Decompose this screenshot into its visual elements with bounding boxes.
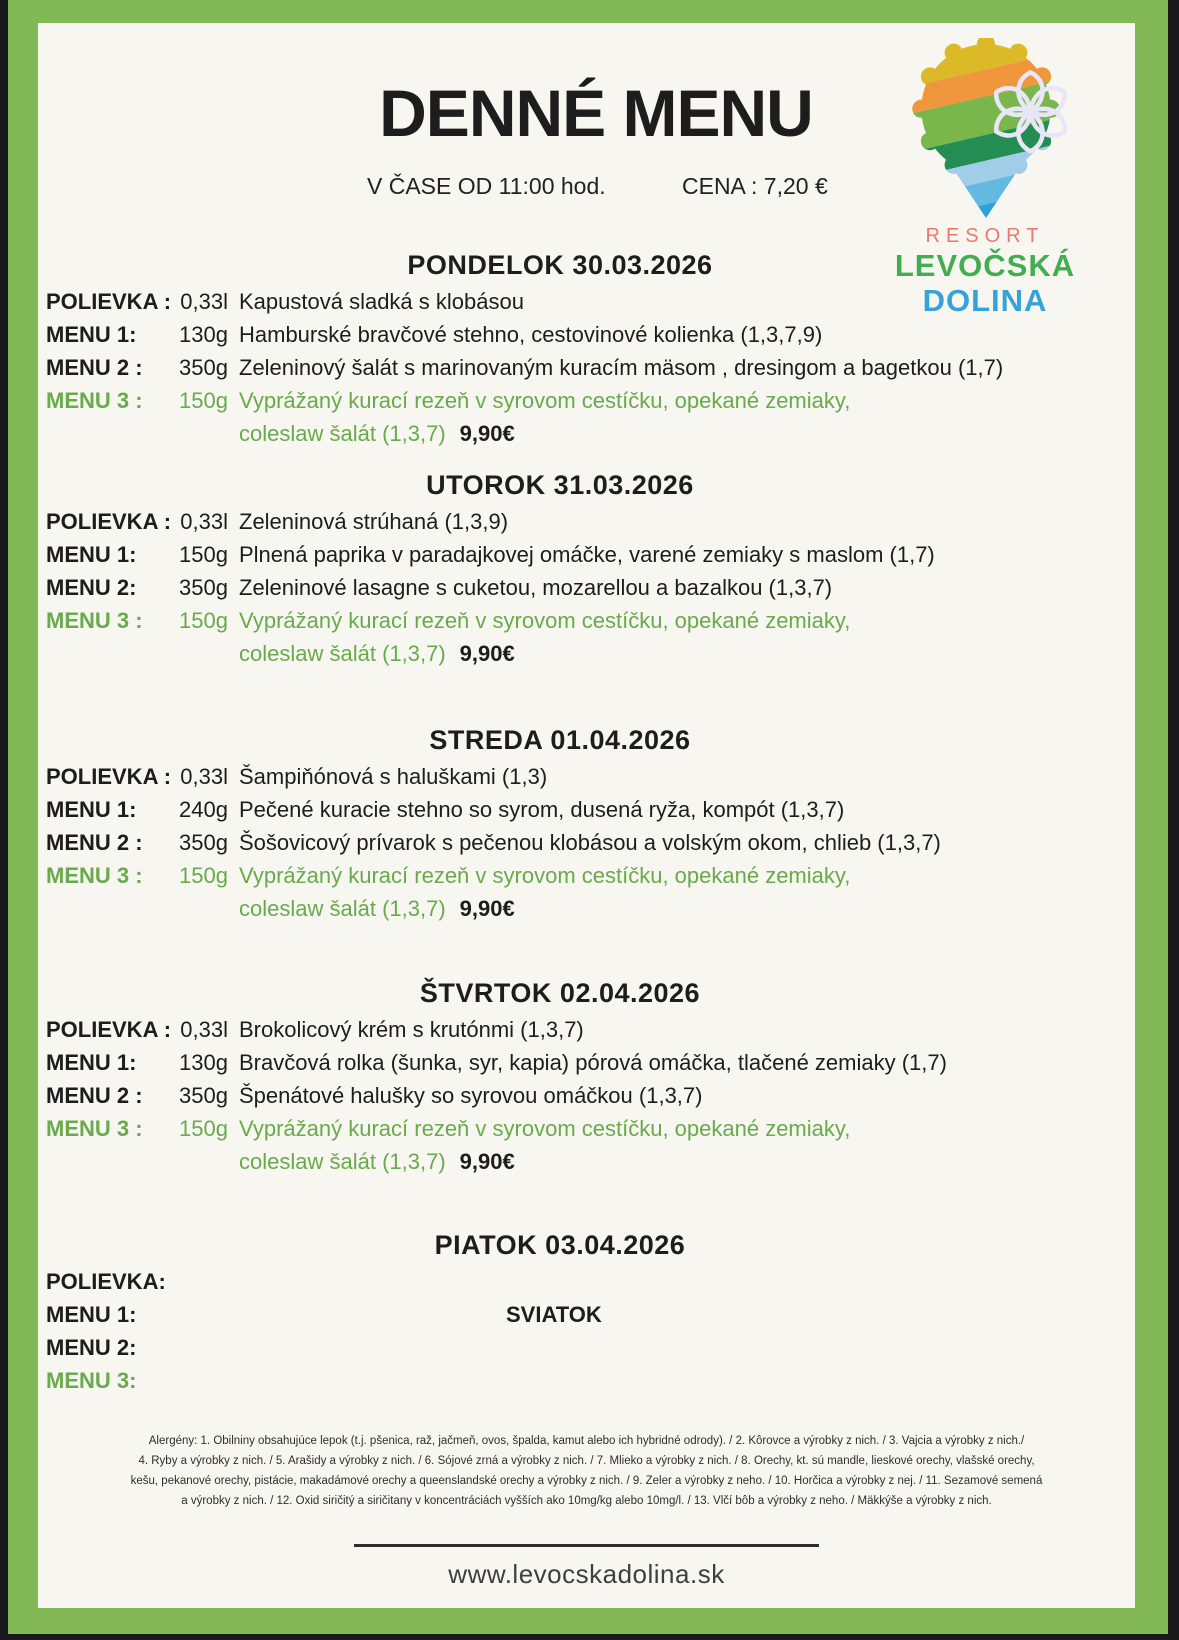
menu-row-label xyxy=(46,417,164,450)
day-rows xyxy=(38,285,1135,450)
menu-row-label: POLIEVKA : xyxy=(46,289,172,314)
menu-row xyxy=(46,1013,1135,1046)
menu-row-label: MENU 2 : xyxy=(46,1083,143,1108)
website-url: www.levocskadolina.sk xyxy=(448,1559,725,1589)
menu-row-qty xyxy=(164,637,228,670)
day-rows xyxy=(38,760,1135,925)
menu-row-qty: 0,33l xyxy=(180,509,228,534)
menu-row-qty xyxy=(164,1298,228,1331)
menu-row-dish: Vyprážaný kurací rezeň v syrovom cestíčku, opekané zemiaky, xyxy=(239,1116,851,1141)
menu-row-label: MENU 1: xyxy=(46,542,137,567)
menu-row-label: POLIEVKA : xyxy=(46,764,172,789)
menu-row-label: POLIEVKA : xyxy=(46,1017,172,1042)
menu-row-dish-text: coleslaw šalát (1,3,7) xyxy=(239,1149,446,1174)
logo-text-levocska: LEVOČSKÁ xyxy=(894,248,1076,283)
page-title: DENNÉ MENU xyxy=(379,76,813,150)
day-section xyxy=(38,978,1135,1178)
menu-row-qty xyxy=(164,1145,228,1178)
menu-row-qty xyxy=(164,1265,228,1298)
menu-row-dish xyxy=(239,417,515,450)
menu-row-qty: 350g xyxy=(179,575,228,600)
menu3-price: 9,90€ xyxy=(459,896,515,921)
day-rows xyxy=(38,1265,1135,1397)
menu-row-dish: Vyprážaný kurací rezeň v syrovom cestíčku, opekané zemiaky, xyxy=(239,608,851,633)
serving-time: V ČASE OD 11:00 hod. xyxy=(367,173,606,199)
menu-row-qty: 150g xyxy=(179,1116,228,1141)
menu-row-label: MENU 1: xyxy=(46,1302,137,1327)
allergen-line: kešu, pekanové orechy, pistácie, makadámové orechy a queenslandské orechy a výrobky z nich. / 9. Zeler a výrobky z neho. / 10. Horčica a výrobky z nej. / 11. Sezamové semená xyxy=(130,1475,1043,1487)
menu-row-label: MENU 2 : xyxy=(46,830,143,855)
menu-row-dish: Hamburské bravčové stehno, cestovinové kolienka (1,3,7,9) xyxy=(239,322,823,347)
day-rows xyxy=(38,1013,1135,1178)
menu-row xyxy=(46,1046,1135,1079)
day-section xyxy=(38,1230,1135,1397)
menu-row xyxy=(46,1112,1135,1145)
menu-row-label xyxy=(46,637,164,670)
day-section xyxy=(38,470,1135,670)
menu-row-label: MENU 3 : xyxy=(46,863,143,888)
menu-row-qty: 130g xyxy=(179,1050,228,1075)
allergen-line: a výrobky z nich. / 12. Oxid siričitý a siričitany v koncentráciách vyšších ako 10mg/kg alebo 10mg/l. / 13. Vlčí bôb a výrobky z neho. / Mäkkýše a výrobky z nich. xyxy=(181,1495,992,1507)
menu-row-qty: 350g xyxy=(179,1083,228,1108)
day-title: PONDELOK 30.03.2026 xyxy=(407,250,713,280)
menu-row-dish xyxy=(239,637,515,670)
menu-row-qty xyxy=(164,1364,228,1397)
menu-row-label: MENU 1: xyxy=(46,797,137,822)
menu-row-label xyxy=(46,892,164,925)
menu-row-dish: Šampiňónová s haluškami (1,3) xyxy=(239,764,548,789)
menu-row-dish-text: coleslaw šalát (1,3,7) xyxy=(239,896,446,921)
menu-row-dish xyxy=(239,892,515,925)
menu-row-dish: Vyprážaný kurací rezeň v syrovom cestíčku, opekané zemiaky, xyxy=(239,863,851,888)
menu-row-qty: 150g xyxy=(179,542,228,567)
day-title: PIATOK 03.04.2026 xyxy=(434,1230,686,1260)
menu-row xyxy=(46,1079,1135,1112)
menu-row-dish: Zeleninové lasagne s cuketou, mozarellou a bazalkou (1,3,7) xyxy=(239,575,833,600)
menu-row-qty xyxy=(164,1331,228,1364)
menu-row-dish-text: coleslaw šalát (1,3,7) xyxy=(239,421,446,446)
menu-row xyxy=(46,318,1135,351)
menu-row-qty xyxy=(164,417,228,450)
menu-row-label: POLIEVKA : xyxy=(46,509,172,534)
menu-row-qty: 0,33l xyxy=(180,764,228,789)
menu-row xyxy=(46,538,1135,571)
day-title: UTOROK 31.03.2026 xyxy=(426,470,694,500)
menu-row-dish: Bravčová rolka (šunka, syr, kapia) pórová omáčka, tlačené zemiaky (1,7) xyxy=(239,1050,947,1075)
menu-row-qty: 0,33l xyxy=(180,289,228,314)
menu-row xyxy=(46,1265,1135,1298)
menu-row-label: MENU 3: xyxy=(46,1368,137,1393)
menu-row-dish: Brokolicový krém s krutónmi (1,3,7) xyxy=(239,1017,584,1042)
menu-row-dish-text: coleslaw šalát (1,3,7) xyxy=(239,641,446,666)
menu-row-qty: 350g xyxy=(179,830,228,855)
menu-row-qty: 240g xyxy=(179,797,228,822)
menu-row-label: MENU 2: xyxy=(46,1335,137,1360)
day-title: STREDA 01.04.2026 xyxy=(429,725,691,755)
menu-page xyxy=(38,23,1135,1608)
menu-row xyxy=(46,384,1135,417)
menu-row xyxy=(46,285,1135,318)
menu-row-label: MENU 1: xyxy=(46,1050,137,1075)
holiday-note: SVIATOK xyxy=(506,1302,602,1327)
menu-row-dish: Pečené kuracie stehno so syrom, dusená ryža, kompót (1,3,7) xyxy=(239,797,845,822)
menu-row xyxy=(46,1298,1135,1331)
green-frame xyxy=(8,0,1168,1634)
menu-row-qty xyxy=(164,892,228,925)
menu-row-dish: Plnená paprika v paradajkovej omáčke, varené zemiaky s maslom (1,7) xyxy=(239,542,935,567)
menu-row xyxy=(46,604,1135,637)
menu-row-dish: Zeleninová strúhaná (1,3,9) xyxy=(239,509,509,534)
menu-row xyxy=(46,351,1135,384)
menu-row-dish: Šošovicový prívarok s pečenou klobásou a volským okom, chlieb (1,3,7) xyxy=(239,830,941,855)
menu-row-qty: 150g xyxy=(179,863,228,888)
menu-row-qty: 150g xyxy=(179,388,228,413)
menu-row-label: MENU 3 : xyxy=(46,1116,143,1141)
menu3-price: 9,90€ xyxy=(459,1149,515,1174)
allergen-line: Alergény: 1. Obilniny obsahujúce lepok (t.j. pšenica, raž, jačmeň, ovos, špalda, kamut alebo ich hybridné odrody). / 2. Kôrovce a výrobky z nich. / 3. Vajcia a výrobky z nich./ xyxy=(148,1435,1025,1447)
menu-row xyxy=(46,793,1135,826)
day-title: ŠTVRTOK 02.04.2026 xyxy=(419,978,701,1008)
menu-row-dish: Vyprážaný kurací rezeň v syrovom cestíčku, opekané zemiaky, xyxy=(239,388,851,413)
menu-row xyxy=(46,1331,1135,1364)
menu-row-qty: 350g xyxy=(179,355,228,380)
menu-row xyxy=(46,760,1135,793)
resort-logo-pin-icon xyxy=(905,38,1067,220)
menu-row-dish: Špenátové halušky so syrovou omáčkou (1,3,7) xyxy=(239,1083,703,1108)
menu-row-continuation xyxy=(46,1145,1135,1178)
menu-row xyxy=(46,505,1135,538)
menu-row-continuation xyxy=(46,637,1135,670)
menu-row-qty: 0,33l xyxy=(180,1017,228,1042)
day-section xyxy=(38,725,1135,925)
menu-row xyxy=(46,859,1135,892)
menu3-price: 9,90€ xyxy=(459,641,515,666)
allergens-note xyxy=(38,1431,1135,1511)
menu-row-label: MENU 1: xyxy=(46,322,137,347)
day-rows xyxy=(38,505,1135,670)
menu-row-qty: 130g xyxy=(179,322,228,347)
menu-row-dish xyxy=(239,1145,515,1178)
menu-row-continuation xyxy=(46,417,1135,450)
logo-text-resort: RESORT xyxy=(925,225,1045,247)
menu-row-label: MENU 2: xyxy=(46,575,137,600)
logo-text-dolina: DOLINA xyxy=(922,283,1048,318)
day-section xyxy=(38,250,1135,450)
menu-row-continuation xyxy=(46,892,1135,925)
menu-row-dish: Kapustová sladká s klobásou xyxy=(239,289,524,314)
menu3-price: 9,90€ xyxy=(459,421,515,446)
menu-row-label: MENU 3 : xyxy=(46,608,143,633)
menu-row xyxy=(46,1364,1135,1397)
footer-divider xyxy=(354,1544,819,1547)
menu-price: CENA : 7,20 € xyxy=(682,173,828,199)
allergen-line: 4. Ryby a výrobky z nich. / 5. Arašidy a výrobky z nich. / 6. Sójové zrná a výrobky z nich. / 7. Mlieko a výrobky z nich. / 8. Orechy, kt. sú mandle, lieskové orechy, vlašské orechy, xyxy=(138,1455,1035,1467)
menu-row-label: MENU 2 : xyxy=(46,355,143,380)
menu-row xyxy=(46,571,1135,604)
menu-row-label xyxy=(46,1145,164,1178)
menu-row-dish: Zeleninový šalát s marinovaným kuracím mäsom , dresingom a bagetkou (1,7) xyxy=(239,355,1004,380)
menu-row-label: POLIEVKA: xyxy=(46,1269,166,1294)
menu-row-qty: 150g xyxy=(179,608,228,633)
menu-row xyxy=(46,826,1135,859)
menu-row-label: MENU 3 : xyxy=(46,388,143,413)
